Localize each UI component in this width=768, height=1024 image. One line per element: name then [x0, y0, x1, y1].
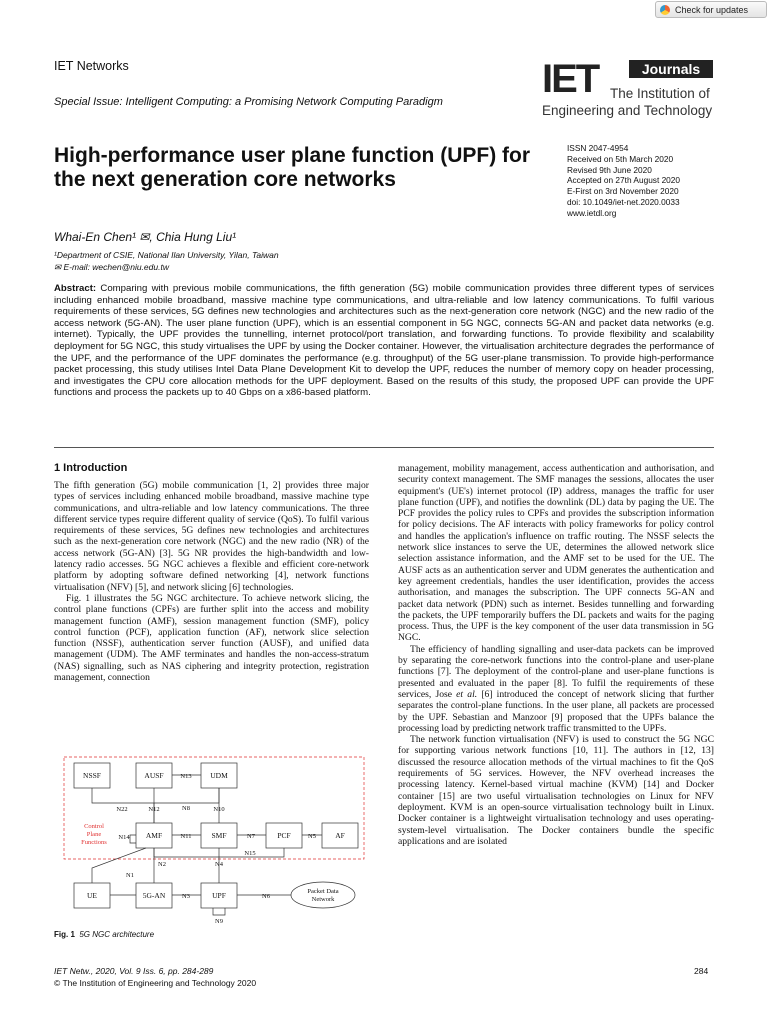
pdn-ellipse: [291, 882, 355, 908]
page-number: 284: [694, 966, 709, 976]
cp-label-2: Plane: [86, 831, 102, 838]
link-n8: N8: [182, 805, 190, 812]
link-n9: N9: [215, 918, 223, 925]
link-n11: N11: [180, 833, 192, 840]
meta-website[interactable]: www.ietdl.org: [567, 207, 617, 218]
link-n15: N15: [244, 850, 256, 857]
node-udm: UDM: [210, 771, 228, 780]
node-pdn-line1: Packet Data: [307, 888, 339, 895]
link-n13: N13: [180, 773, 192, 780]
paragraph: The network function virtualisation (NFV) is used to construct the 5G NGC for supporting various network functions [10, 11]. The authors in [12, 13] discussed the resource allocation methods of the virtual machines to fit the QoS requirements of 5G services. However, the NFV overhead increases the processing latency. Kernel-based virtual machine (KVM) [14] and Docker container [15] are two useful virtualisation technologies on Linux for NFV deployment. KVM is an open-source virtualisation technology built in Linux. Docker container is a lightweight virtualisation technology and uses operating-system-level virtualisation. The Docker containers bundle the specific applications and are isolated: [398, 734, 714, 847]
node-nssf: NSSF: [83, 771, 101, 780]
paragraph: The fifth generation (5G) mobile communication [1, 2] provides three major types of services including enhanced mobile broadband, massive machine type communications, and ultra-reliable and low latency communications. The three different service types require different quality of service (QoS). To fulfil various requirements of these services, 5G defines new technologies and architectures such as the next-generation core network (NGC) and the new radio (NR) of the access network (5G-AN) [3]. 5G NR provides the high-bandwidth and low-latency radio accesses. 5G NGC achieves a flexible and efficient core-network platform by adopting software defined networking [4], network functions virtualisation (NFV) [5], and network slicing [6] technologies.: [54, 480, 369, 593]
paragraph: management, mobility management, access authentication and authorisation, and security context management. The SMF manages the sessions, allocates the user equipment's (UE's) internet protocol (IP) address, manages the traffic for user plane function (UPF), and notifies the downlink (DL) data by paging the UE. The PCF provides the policy rules to CPFs and provides the subscription information for policy decisions. The AF interacts with policy frameworks for policy control and handles the application's influence on traffic routing. The NSSF selects the network slice instances to serve the UE, determines the allowed network slice selection assistance information, and the AMF set to be used for the UE. The AUSF acts as an authentication server and UDM generates the authentication and key agreement credentials, handles the user identification, provides the access authorisation, and manages the subscription. The UPF connects 5G-AN and packet data network (PDN) such as internet. Besides tunnelling and forwarding the packets, the UPF temporarily buffers the DL packets and waits for the paging process. Thus, the UPF is the key component of the user data transmission in 5G NGC.: [398, 463, 714, 644]
text-run: [6] introduced the concept of network slicing that further separates the control-plane functions. In the user plane, all packets are processed by the UPF. Sebastian and Manzoor [9] proposed that the UPFs balance the processing load by predicting network traffic transmitted to the UPFs.: [398, 688, 714, 734]
link-n1: N1: [126, 872, 134, 879]
meta-doi[interactable]: doi: 10.1049/iet-net.2020.0033: [567, 196, 680, 207]
cp-label-1: Control: [84, 823, 104, 830]
node-upf: UPF: [212, 891, 226, 900]
affiliation-block: [54, 249, 279, 273]
email[interactable]: ✉ E-mail: wechen@niu.edu.tw: [54, 262, 169, 272]
logo-journals: Journals: [629, 60, 713, 78]
footer-citation: IET Netw., 2020, Vol. 9 Iss. 6, pp. 284-289: [54, 966, 214, 976]
node-ausf: AUSF: [144, 771, 164, 780]
check-for-updates-button[interactable]: [655, 1, 767, 18]
authors: Whai-En Chen¹ ✉, Chia Hung Liu¹: [54, 230, 237, 244]
node-smf: SMF: [211, 831, 227, 840]
node-5g-an: 5G-AN: [142, 891, 166, 900]
link-n14: N14: [118, 834, 130, 841]
logo-line2: Engineering and Technology: [542, 103, 713, 118]
node-af: AF: [335, 831, 345, 840]
special-issue: Special Issue: Intelligent Computing: a Promising Network Computing Paradigm: [54, 96, 443, 108]
link-n2: N2: [158, 861, 166, 868]
paragraph: Fig. 1 illustrates the 5G NGC architecture. To achieve network slicing, the control plane functions (CPFs) are further split into the access and mobility management function (AMF), session management function (SMF), policy control function (PCF), application function (AF), network slice selection function (NSSF), authentication server function (AUSF), and unified data management (UDM). The AMF terminates and handles the non-access-stratum (NAS) signalling, such as NAS ciphering and integrity protection, registration management, connection: [54, 592, 369, 684]
abstract: [54, 283, 714, 399]
article-meta: [567, 143, 680, 219]
link-n7: N7: [247, 833, 255, 840]
link-n6: N6: [262, 893, 270, 900]
node-amf: AMF: [145, 831, 163, 840]
figure-caption-label: Fig. 1: [54, 930, 75, 939]
abstract-label: Abstract:: [54, 283, 97, 294]
meta-efirst: E-First on 3rd November 2020: [567, 186, 679, 197]
meta-revised: Revised 9th June 2020: [567, 164, 652, 175]
link-n4: N4: [215, 861, 223, 868]
footer-copyright: © The Institution of Engineering and Technology 2020: [54, 978, 257, 988]
check-for-updates-label: Check for updates: [675, 4, 749, 15]
logo-line1: The Institution of: [610, 86, 710, 101]
ngc-architecture-diagram: [58, 753, 368, 929]
logo-iet: IET: [542, 57, 599, 101]
figure-caption: [54, 930, 154, 939]
meta-issn: ISSN 2047-4954: [567, 143, 629, 153]
cp-label-3: Functions: [81, 839, 107, 846]
link-n5: N5: [308, 833, 316, 840]
node-ue: UE: [87, 891, 97, 900]
abstract-text: Comparing with previous mobile communications, the fifth generation (5G) mobile communication provides three different types of services including enhanced mobile broadband, massive machine type communications, and ultra-reliable and low latency communications. To fulfil various requirements of these services, 5G defines new technologies and architectures such as the next-generation core network (NGC) and the new radio of the access network (5G-AN). The user plane function (UPF), which is an essential component in 5G NGC, connects 5G-AN and packet data networks (e.g. internet). Typically, the UPF provides the tunnelling, internet protocol/port translation, and forwarding functions. To provide flexibility and scalability deployment for 5G NGC, this study virtualises the UPF by using the Docker container. However, the virtualisation architecture degrades the performance of the UPF, and the performance of the UPF dominates the performance (e.g. throughput) of the 5G user-plane transmission. To provide high-performance packet processing, this study utilises Intel Data Plane Development Kit to develop the UPF, reduces the number of memory copy on header processing, and investigates the CPU core allocation methods for the UPF deployment. Based on the results of this study, the proposed UPF can provide the UPF functions and process the packets up to 40 Gbps on a x86-based platform.: [54, 283, 715, 399]
meta-received: Received on 5th March 2020: [567, 153, 674, 164]
paragraph: [398, 644, 714, 734]
left-column: [54, 480, 369, 683]
divider: [54, 447, 714, 448]
text-run: et al.: [456, 688, 478, 700]
figure-caption-text: 5G NGC architecture: [79, 930, 155, 939]
section-heading: 1 Introduction: [54, 462, 128, 474]
affiliation: ¹Department of CSIE, National Ilan University, Yilan, Taiwan: [54, 250, 279, 260]
link-n3: N3: [182, 893, 190, 900]
right-column: [398, 463, 714, 847]
link-n10: N10: [213, 806, 225, 813]
node-pcf: PCF: [277, 831, 291, 840]
iet-logo: [542, 59, 718, 125]
journal-name: IET Networks: [54, 59, 129, 73]
text-run: The efficiency of handling signalling and user-data packets can be improved by separating the core-network functions into the control-plane and user-plane functions [7]. The deployment of the control-plane and user-plane functions is presented and evaluated in the paper [8]. To fulfil the requirements of these services, Jose: [398, 643, 714, 700]
node-pdn-line2: Network: [311, 896, 335, 903]
link-n12: N12: [148, 806, 160, 813]
crossmark-icon: [660, 5, 670, 15]
link-n22: N22: [116, 806, 128, 813]
paper-title: High-performance user plane function (UPF) for the next generation core networks: [54, 144, 531, 191]
meta-accepted: Accepted on 27th August 2020: [567, 175, 681, 186]
